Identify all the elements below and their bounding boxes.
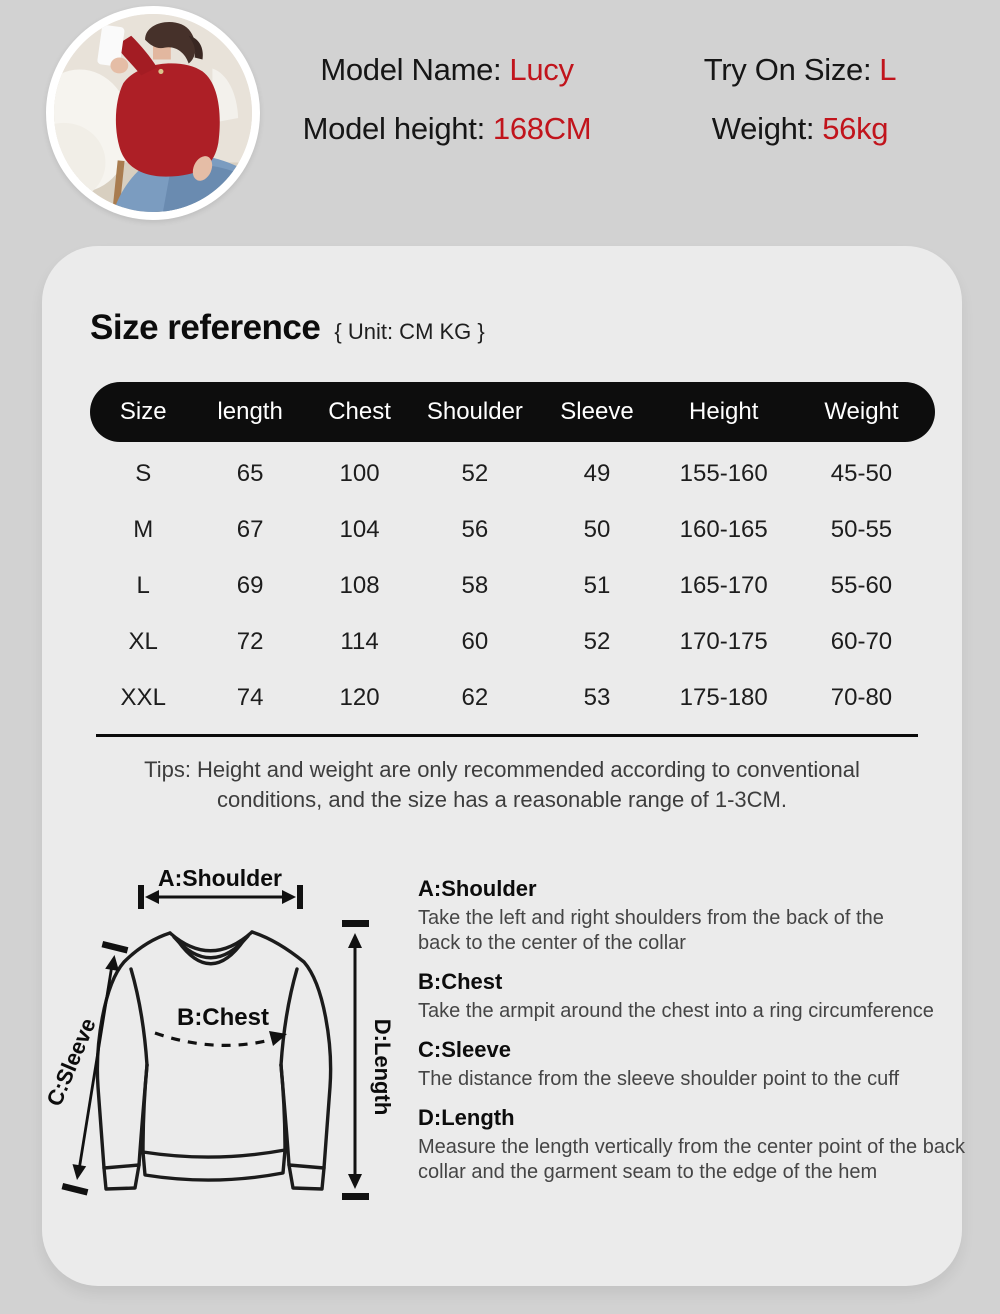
cell: 165-170 [679,572,768,599]
try-on-size-label: Try On Size: [703,52,872,87]
sweatshirt-diagram [42,855,402,1223]
measure-item-desc: Measure the length vertically from the center point of the back collar and the garment seam to the edge of the hem [418,1136,965,1183]
cell: 55-60 [830,572,893,599]
cell: 175-180 [679,684,768,711]
measure-item-title: D:Length [418,1105,515,1130]
cell: L [136,572,150,599]
model-info [252,52,958,147]
cell: 53 [583,684,611,711]
tips-text: Tips: Height and weight are only recommended according to conventional conditions, and the size has a reasonable range of 1-3CM. [144,757,860,812]
col-header-weight: Weight [824,398,899,425]
diagram-length-label: D:Length [370,1018,395,1116]
col-header-height: Height [689,398,759,425]
cell: 155-160 [679,460,768,487]
cell: 160-165 [679,516,768,543]
cell: 100 [339,460,380,487]
cell: 51 [583,572,611,599]
cell: 56 [461,516,489,543]
measure-item-shoulder [418,876,988,956]
cell: 52 [583,628,611,655]
unit-note: { Unit: CM KG } [334,319,485,344]
cell: 114 [340,628,379,655]
measure-item-chest [418,969,988,1024]
cell: 60-70 [830,628,893,655]
diagram-chest-label: B:Chest [176,1004,270,1031]
measure-item-title: C:Sleeve [418,1037,511,1062]
model-height-field [252,111,642,147]
cell: 67 [236,516,264,543]
cell: 120 [339,684,380,711]
measure-item-sleeve [418,1037,988,1092]
table-row-s [90,446,935,502]
model-name-value: Lucy [509,52,574,87]
diagram-sleeve-label: C:Sleeve [42,1014,101,1110]
cell: 170-175 [679,628,768,655]
table-row-l [90,558,935,614]
measure-guide-list [418,876,988,1198]
diagram-shoulder-label: A:Shoulder [158,865,282,891]
measure-item-title: A:Shoulder [418,876,537,901]
size-table-body [90,446,935,726]
try-on-size-field [642,52,958,88]
model-weight-field [642,111,958,147]
cell: 74 [236,684,264,711]
size-reference-header [90,308,485,348]
col-header-chest: Chest [328,398,391,425]
cell: 104 [339,516,380,543]
col-header-length: length [217,398,283,425]
model-name-field [252,52,642,88]
cell: 60 [461,628,489,655]
cell: 65 [236,460,264,487]
model-photo-illustration [54,14,252,212]
col-header-sleeve: Sleeve [560,398,634,425]
model-weight-value: 56kg [822,111,889,146]
size-table-header [90,382,935,442]
size-reference-card [42,246,965,1286]
measurement-diagram [42,855,402,1223]
cell: 45-50 [830,460,893,487]
cell: 69 [236,572,264,599]
measure-item-length [418,1105,988,1185]
cell: S [135,460,152,487]
cell: 72 [236,628,264,655]
cell: 62 [461,684,489,711]
measure-item-title: B:Chest [418,969,503,994]
length-arrow [342,920,369,1200]
measure-item-desc: Take the left and right shoulders from the back of the back to the center of the collar [418,907,884,954]
table-divider [96,734,918,737]
table-row-m [90,502,935,558]
cell: 58 [461,572,489,599]
chest-arrow [155,1031,287,1046]
measure-item-desc: Take the armpit around the chest into a ring circumference [418,1000,934,1022]
col-header-shoulder: Shoulder [426,398,523,425]
table-row-xxl [90,670,935,726]
cell: 49 [583,460,611,487]
cell: XL [128,628,158,655]
cell: XXL [120,684,166,711]
cell: 50-55 [830,516,893,543]
table-row-xl [90,614,935,670]
cell: 70-80 [830,684,893,711]
cell: 50 [583,516,611,543]
model-height-label: Model height: [302,111,485,146]
tips-note [92,755,912,815]
model-weight-label: Weight: [711,111,815,146]
cell: 52 [461,460,489,487]
cell: M [133,516,154,543]
size-reference-title: Size reference [90,308,321,347]
cell: 108 [339,572,380,599]
model-height-value: 168CM [492,111,592,146]
measure-item-desc: The distance from the sleeve shoulder point to the cuff [418,1068,900,1090]
try-on-size-value: L [879,52,897,87]
col-header-size: Size [119,398,167,425]
model-photo [46,6,260,220]
model-name-label: Model Name: [320,52,502,87]
